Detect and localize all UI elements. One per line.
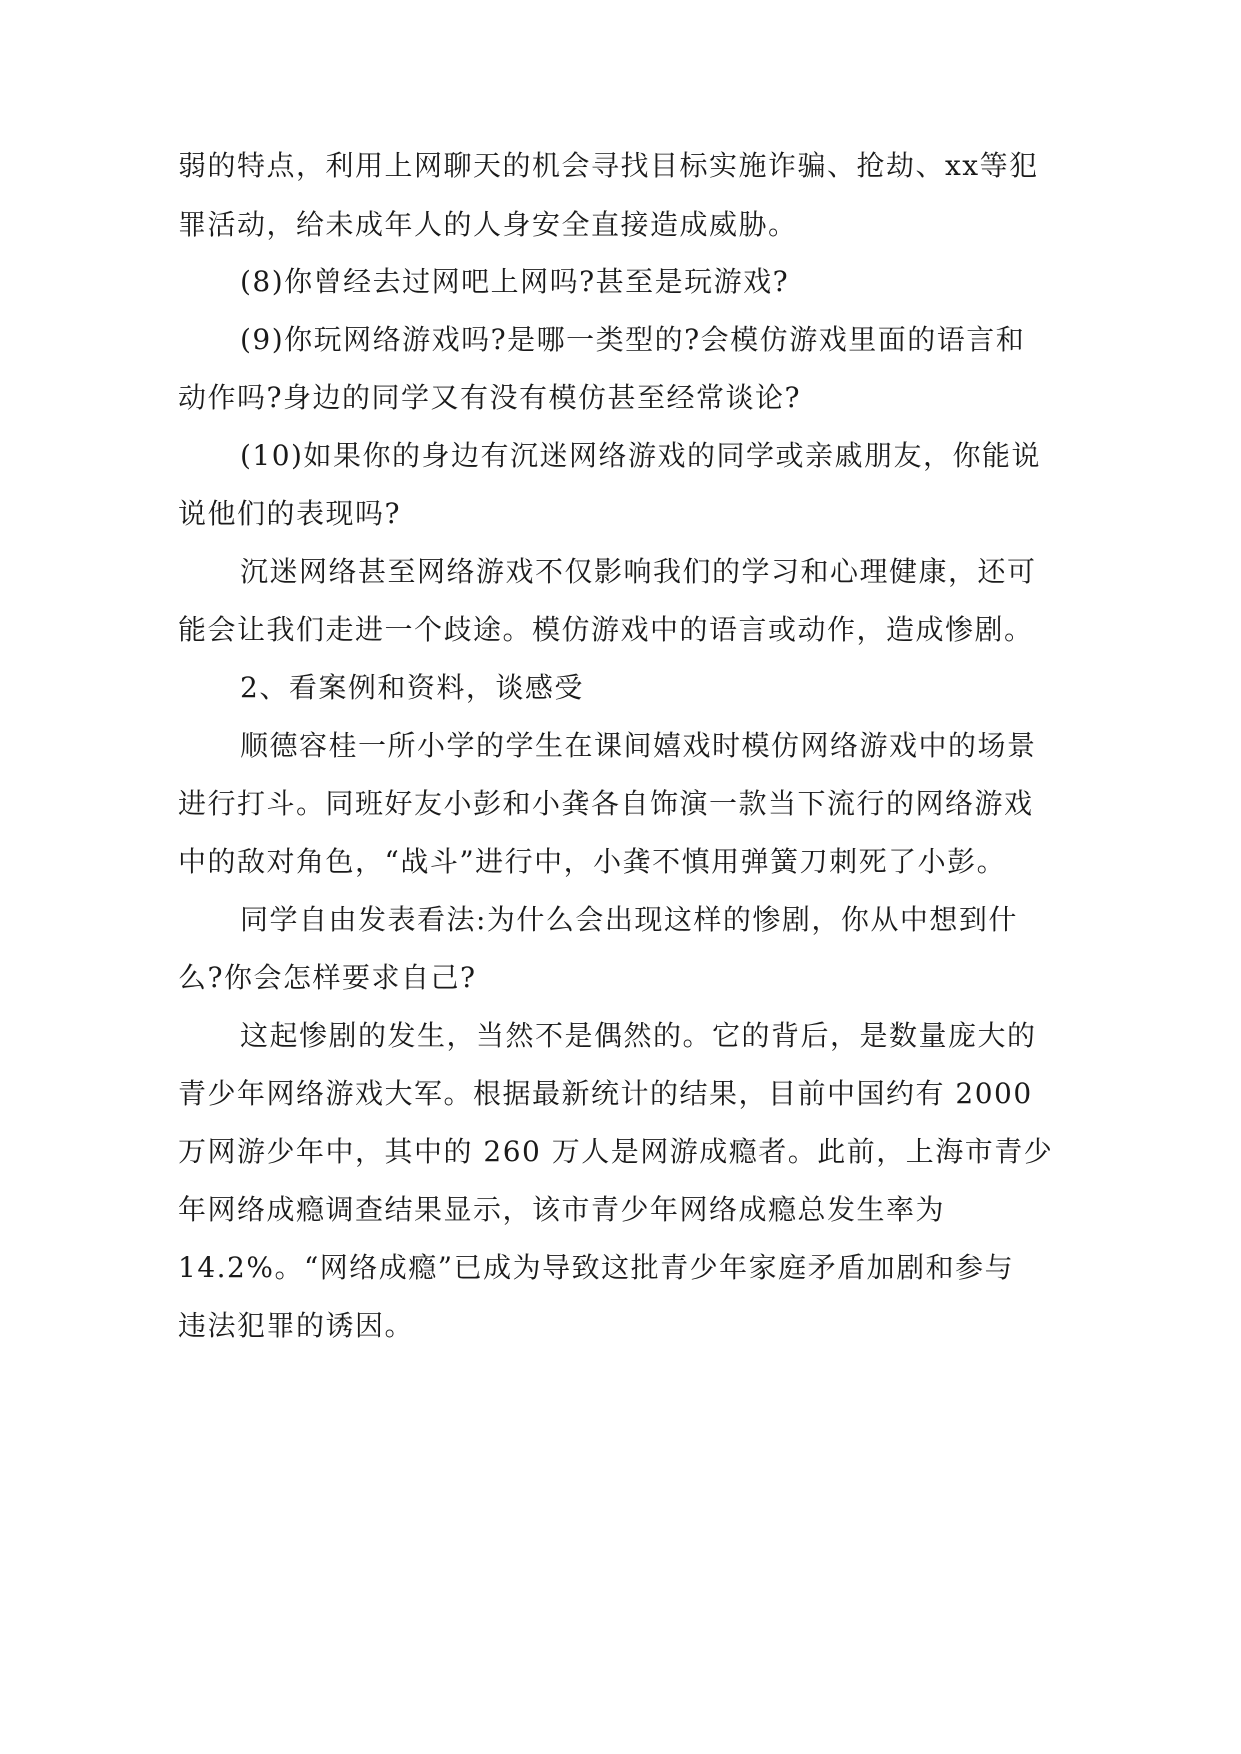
body-text-line: 青少年网络游戏大军。根据最新统计的结果，目前中国约有 2000 xyxy=(178,1077,1033,1110)
section-heading: 2、看案例和资料，谈感受 xyxy=(240,671,584,704)
body-text-line: 能会让我们走进一个歧途。模仿游戏中的语言或动作，造成惨剧。 xyxy=(178,613,1034,646)
body-text-line: 14.2%。“网络成瘾”已成为导致这批青少年家庭矛盾加剧和参与 xyxy=(178,1251,1015,1284)
body-text-line: 说他们的表现吗? xyxy=(178,497,402,530)
question-8: (8)你曾经去过网吧上网吗?甚至是玩游戏? xyxy=(240,265,790,298)
body-text-line: 动作吗?身边的同学又有没有模仿甚至经常谈论? xyxy=(178,381,802,414)
body-text-line: 进行打斗。同班好友小彭和小龚各自饰演一款当下流行的网络游戏 xyxy=(178,787,1034,820)
body-text-line: 么?你会怎样要求自己? xyxy=(178,961,477,994)
body-text-line: 万网游少年中，其中的 260 万人是网游成瘾者。此前，上海市青少 xyxy=(178,1135,1054,1168)
body-text-line: 罪活动，给未成年人的人身安全直接造成威胁。 xyxy=(178,208,798,241)
body-text-line: 年网络成瘾调查结果显示，该市青少年网络成瘾总发生率为 xyxy=(178,1193,946,1226)
paragraph-start: 沉迷网络甚至网络游戏不仅影响我们的学习和心理健康，还可 xyxy=(240,555,1037,588)
paragraph-start: 顺德容桂一所小学的学生在课间嬉戏时模仿网络游戏中的场景 xyxy=(240,729,1037,762)
paragraph-start: 这起惨剧的发生，当然不是偶然的。它的背后，是数量庞大的 xyxy=(240,1019,1037,1052)
question-9: (9)你玩网络游戏吗?是哪一类型的?会模仿游戏里面的语言和 xyxy=(240,323,1026,356)
body-text-line: 违法犯罪的诱因。 xyxy=(178,1309,415,1342)
body-text-line: 弱的特点，利用上网聊天的机会寻找目标实施诈骗、抢劫、xx等犯 xyxy=(178,149,1039,182)
body-text-line: 中的敌对角色，“战斗”进行中，小龚不慎用弹簧刀刺死了小彭。 xyxy=(178,845,1007,878)
question-10: (10)如果你的身边有沉迷网络游戏的同学或亲戚朋友，你能说 xyxy=(240,439,1041,472)
paragraph-start: 同学自由发表看法:为什么会出现这样的惨剧，你从中想到什 xyxy=(240,903,1018,936)
